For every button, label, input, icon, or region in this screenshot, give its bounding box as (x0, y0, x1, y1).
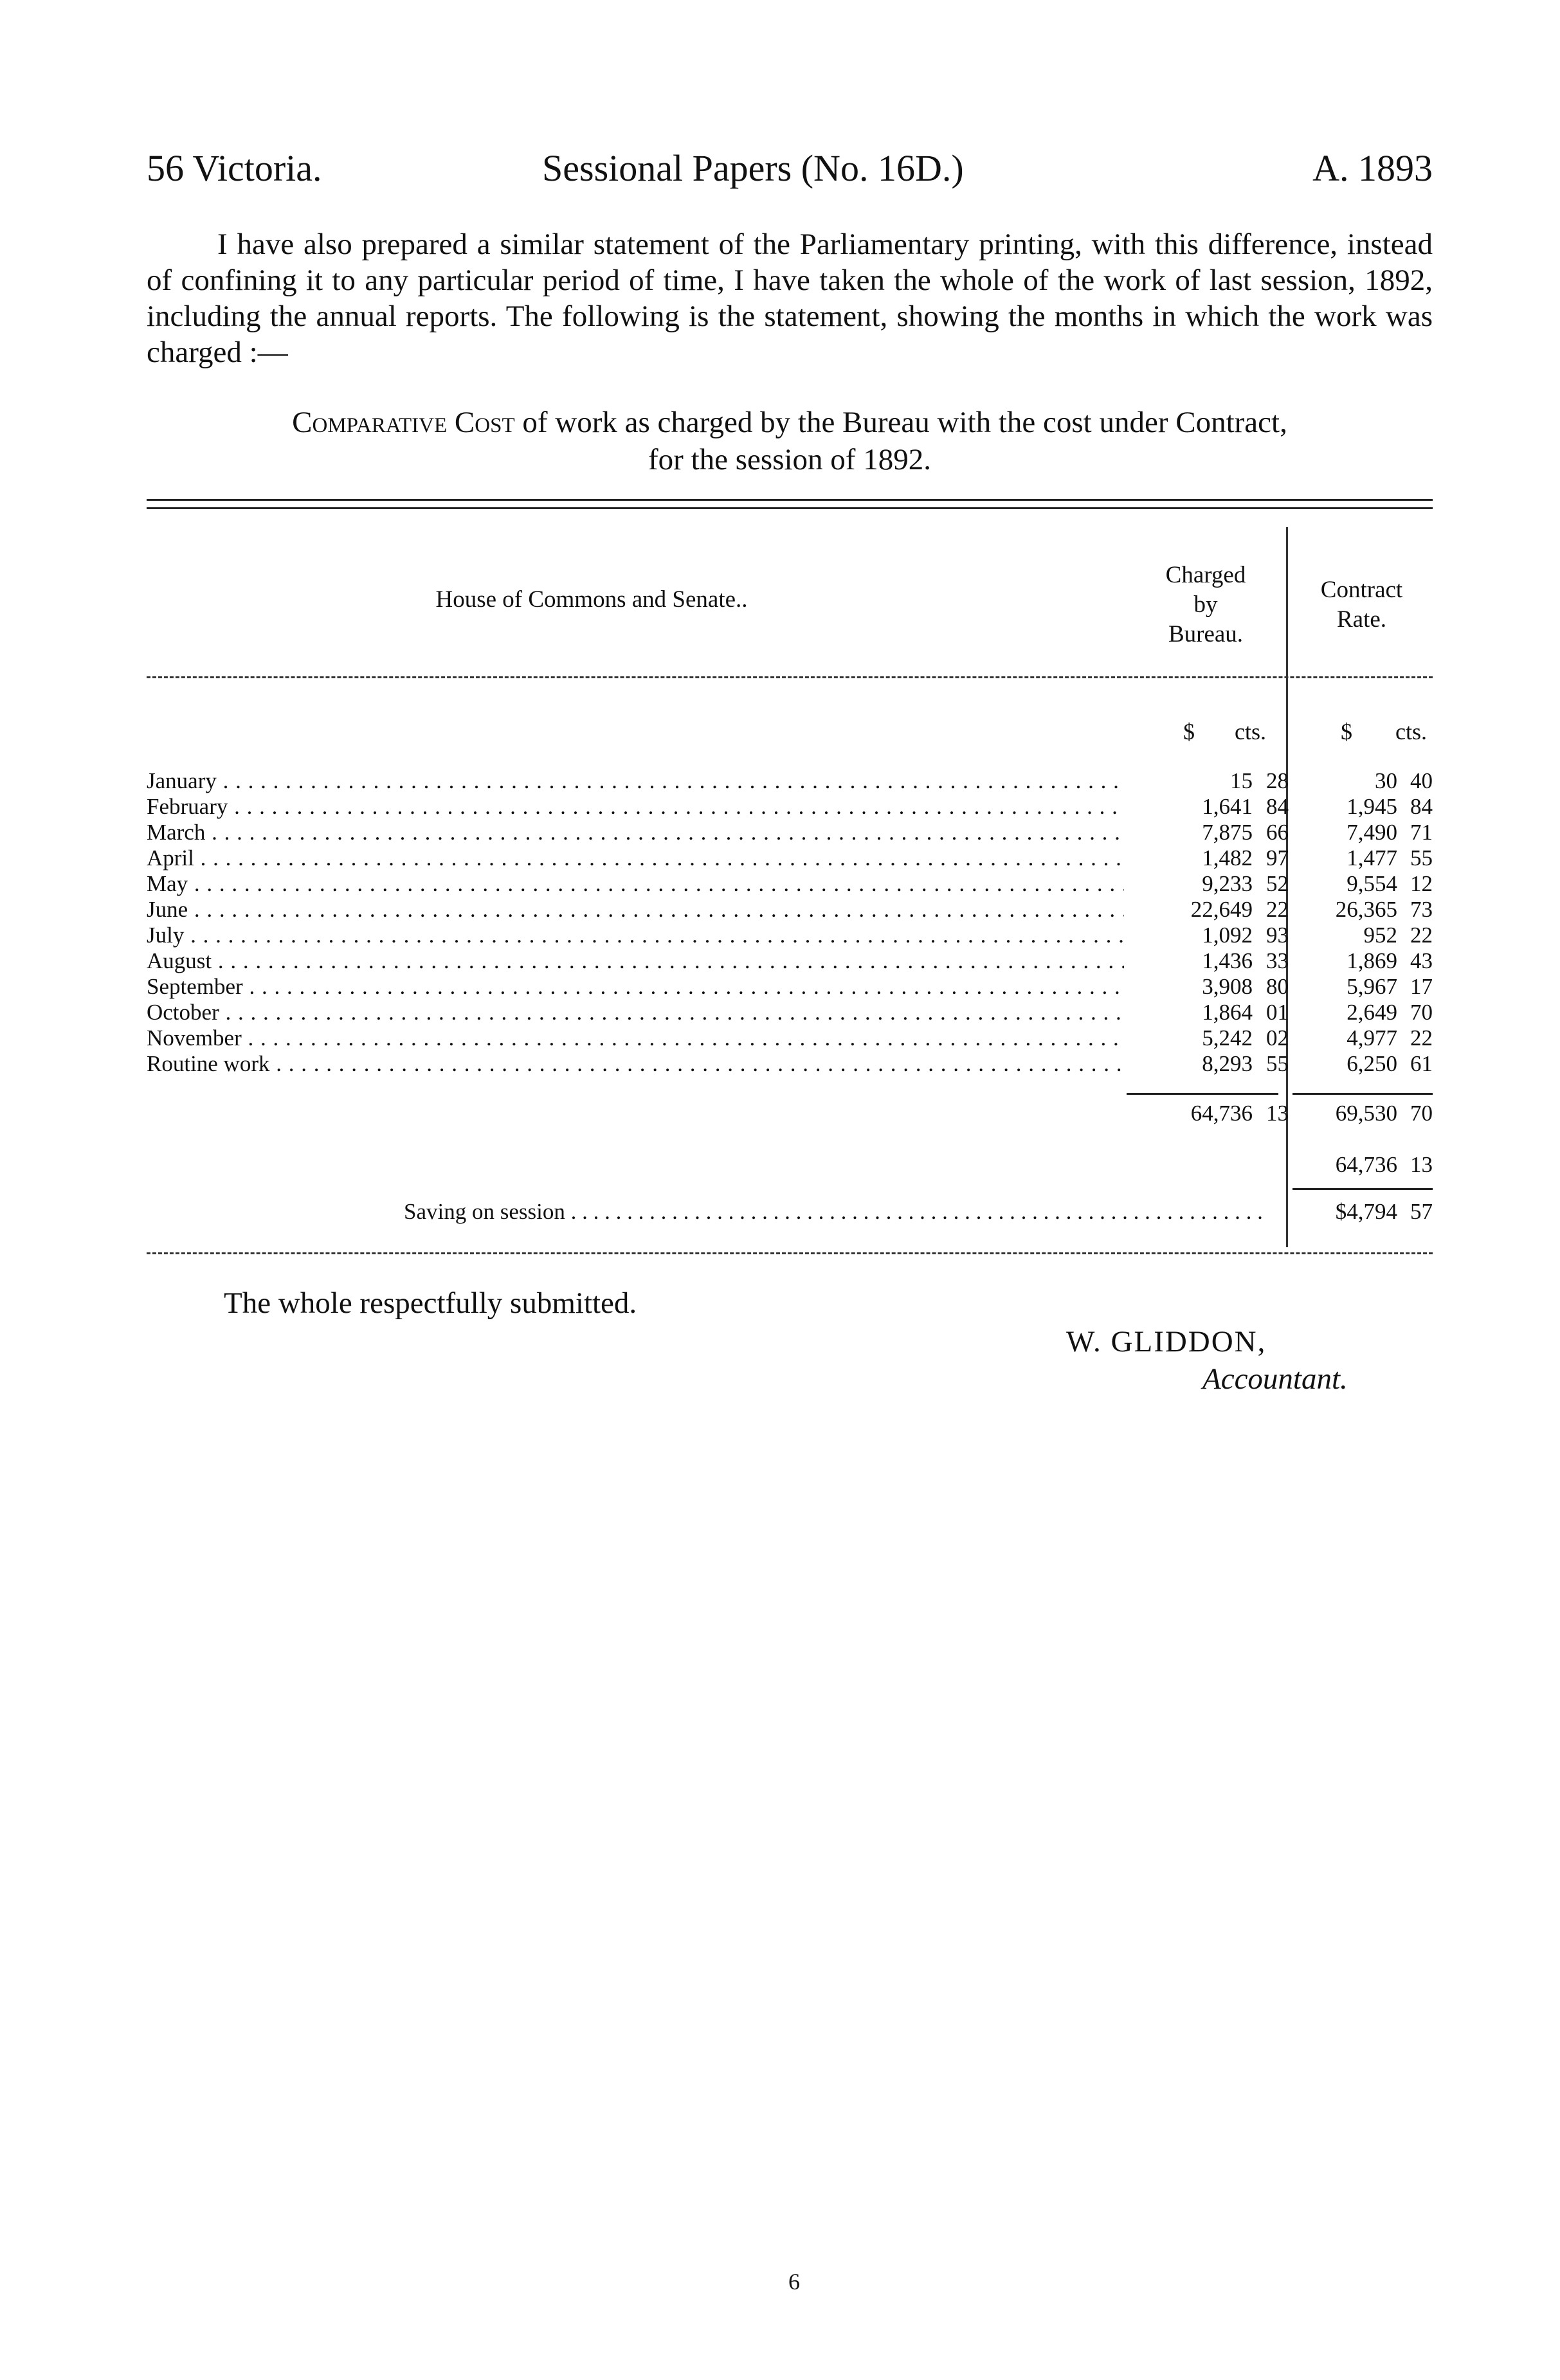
caption-line-2: for the session of 1892. (648, 443, 931, 476)
header-charged-line-2: by (1193, 591, 1218, 618)
table-row (147, 871, 1433, 897)
contract-total-rule (1292, 1093, 1433, 1095)
page-number: 6 (788, 2269, 800, 2294)
table-row (147, 1025, 1433, 1051)
contract-dollars: 5,967 (1347, 974, 1397, 999)
contract-total-cents: 70 (1410, 1101, 1433, 1126)
header-divider (147, 676, 1433, 678)
row-label: October . . . (147, 1000, 1124, 1025)
header-contract-rate (1289, 575, 1434, 635)
closing-line: The whole respectfully submitted. (224, 1286, 637, 1320)
contract-cents: 71 (1410, 820, 1433, 845)
row-label: Routine work . . . (147, 1051, 1124, 1077)
charged-cents: 22 (1266, 897, 1289, 922)
header-house-label: House of Commons and Senate.. (435, 586, 748, 613)
saving-cents: 57 (1410, 1199, 1433, 1224)
table-row (147, 794, 1433, 820)
table-row (147, 1051, 1433, 1077)
contract-dollars: 1,477 (1347, 845, 1397, 870)
charged-total-rule (1127, 1093, 1278, 1095)
charged-dollars: 9,233 (1202, 871, 1253, 896)
contract-dollars: 6,250 (1347, 1051, 1397, 1076)
table-row (147, 923, 1433, 948)
contract-dollars: 4,977 (1347, 1025, 1397, 1050)
charged-dollars: 1,436 (1202, 948, 1253, 973)
contract-dollars: 2,649 (1347, 1000, 1397, 1025)
table-row (147, 845, 1433, 871)
table-top-rule (147, 499, 1433, 509)
caption-rest: of work as charged by the Bureau with the cost under Contract, (522, 406, 1287, 439)
table-row (147, 768, 1433, 794)
row-label: March . . . (147, 820, 1124, 845)
charged-dollars: 22,649 (1190, 897, 1253, 922)
charged-cents: 84 (1266, 794, 1289, 819)
table-row (147, 820, 1433, 845)
row-label: September . . . (147, 974, 1124, 1000)
charged-cents: 55 (1266, 1051, 1289, 1076)
charged-total-dollars: 64,736 (1190, 1101, 1253, 1126)
caption-lead: Comparative Cost (292, 406, 515, 439)
table-row (147, 974, 1433, 1000)
charged-cents: 80 (1266, 974, 1289, 999)
charged-dollars: 7,875 (1202, 820, 1253, 845)
charged-cents: 97 (1266, 845, 1289, 870)
row-label: August . . . (147, 948, 1124, 974)
charged-cents: 93 (1266, 923, 1289, 948)
header-year: A. 1893 (1312, 147, 1433, 189)
contract-cents: 17 (1410, 974, 1433, 999)
less-charged-dollars: 64,736 (1335, 1152, 1397, 1177)
header-charged-by-bureau (1122, 561, 1289, 649)
header-contract-line-1: Contract (1320, 577, 1403, 603)
row-label: November . . . (147, 1025, 1124, 1051)
charged-dollars: 1,482 (1202, 845, 1253, 870)
saving-dollars: $4,794 (1335, 1199, 1397, 1224)
contract-dollars: 9,554 (1347, 871, 1397, 896)
charged-cents: 33 (1266, 948, 1289, 973)
contract-cents: 73 (1410, 897, 1433, 922)
header-series: Sessional Papers (No. 16D.) (542, 147, 964, 189)
contract-cents: 84 (1410, 794, 1433, 819)
contract-cents: 70 (1410, 1000, 1433, 1025)
contract-dollars: 952 (1363, 923, 1397, 948)
row-label: April . . . (147, 845, 1124, 871)
contract-cents: 43 (1410, 948, 1433, 973)
contract-dollars: 7,490 (1347, 820, 1397, 845)
row-label: May . . . (147, 871, 1124, 897)
contract-cents: 55 (1410, 845, 1433, 870)
contract-dollars: 26,365 (1335, 897, 1397, 922)
charged-cents: 01 (1266, 1000, 1289, 1025)
header-charged-line-3: Bureau. (1168, 621, 1244, 647)
row-label: January . . . (147, 768, 1124, 794)
charged-dollars: 1,864 (1202, 1000, 1253, 1025)
row-label: July . . . (147, 923, 1124, 948)
contract-cents: 61 (1410, 1051, 1433, 1076)
contract-dollars: 1,869 (1347, 948, 1397, 973)
table-bottom-rule (147, 1252, 1433, 1254)
row-label: June . . . (147, 897, 1124, 923)
contract-cents: 22 (1410, 1025, 1433, 1050)
contract-dollars: 30 (1375, 768, 1397, 793)
charged-cents: 66 (1266, 820, 1289, 845)
header-volume: 56 Victoria. (147, 147, 322, 189)
less-charged-cents: 13 (1410, 1152, 1433, 1177)
row-label: February . . . (147, 794, 1124, 820)
signatory-title: Accountant. (1202, 1362, 1348, 1396)
charged-cents: 52 (1266, 871, 1289, 896)
contract-cents: 40 (1410, 768, 1433, 793)
charged-dollar-unit: $ (1183, 719, 1195, 744)
table-row (147, 1000, 1433, 1025)
charged-dollars: 1,641 (1202, 794, 1253, 819)
intro-paragraph: I have also prepared a similar statement of the Parliamentary printing, with this difference, instead of confining it to any particular period of time, I have taken the whole of the work of last session, 1892, including the annual reports. The following is the statement, showing the months in which the work was charged :— (147, 228, 1433, 369)
running-header (147, 147, 1433, 204)
contract-total-dollars: 69,530 (1335, 1101, 1397, 1126)
contract-dollar-unit: $ (1341, 719, 1352, 744)
table-row (147, 897, 1433, 923)
charged-dollars: 3,908 (1202, 974, 1253, 999)
contract-dollars: 1,945 (1347, 794, 1397, 819)
subtract-rule (1292, 1188, 1433, 1190)
charged-dollars: 15 (1230, 768, 1253, 793)
charged-dollars: 5,242 (1202, 1025, 1253, 1050)
header-contract-line-2: Rate. (1336, 606, 1387, 633)
charged-cents: 28 (1266, 768, 1289, 793)
signatory-name: W. GLIDDON, (1066, 1325, 1267, 1358)
header-charged-line-1: Charged (1165, 562, 1246, 588)
contract-cents-unit: cts. (1395, 719, 1427, 744)
charged-cents: 02 (1266, 1025, 1289, 1050)
table-caption (147, 404, 1433, 478)
charged-dollars: 8,293 (1202, 1051, 1253, 1076)
charged-dollars: 1,092 (1202, 923, 1253, 948)
table-row (147, 948, 1433, 974)
charged-total-cents: 13 (1266, 1101, 1289, 1126)
contract-cents: 22 (1410, 923, 1433, 948)
contract-cents: 12 (1410, 871, 1433, 896)
table-body (147, 768, 1433, 1077)
charged-cents-unit: cts. (1235, 719, 1266, 744)
saving-label: Saving on session . . . (404, 1199, 1265, 1225)
